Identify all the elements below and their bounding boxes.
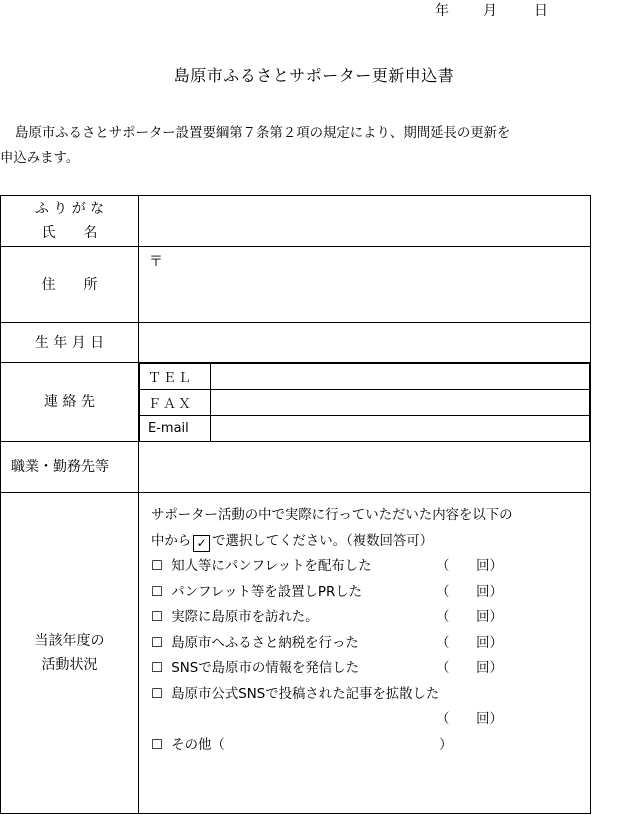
email-label: E-mail (140, 416, 211, 442)
contact-cell (139, 363, 591, 442)
check-mark-icon: ✓ (193, 535, 210, 552)
activity-item (151, 605, 590, 631)
occupation-field[interactable] (139, 442, 591, 493)
checkbox-icon[interactable]: ☐ (151, 635, 164, 651)
activity-item (151, 631, 590, 657)
application-form (0, 195, 591, 814)
address-label: 住 所 (1, 247, 139, 323)
activity-item-label: SNSで島原市の情報を発信した (171, 661, 359, 676)
activity-count: （ 回） (436, 584, 503, 600)
checkbox-icon[interactable]: ☐ (151, 686, 164, 702)
furigana-label: ふ り が な (34, 201, 105, 217)
checkbox-icon[interactable]: ☐ (151, 584, 164, 600)
activity-item (151, 682, 590, 708)
intro-line-2: 申込みます。 (0, 151, 80, 166)
birthdate-label: 生 年 月 日 (1, 323, 139, 363)
day-label: 日 (534, 3, 548, 19)
intro-paragraph (0, 121, 628, 171)
activity-intro-2-a: 中から (151, 533, 192, 549)
month-label: 月 (483, 3, 497, 19)
activity-item-label: パンフレット等を設置しPRした (171, 584, 363, 600)
year-label: 年 (435, 3, 449, 19)
name-field[interactable] (139, 196, 591, 247)
activity-item (151, 554, 590, 580)
fax-field[interactable] (211, 390, 590, 416)
activity-label-line-2: 活動状況 (41, 657, 98, 673)
page-title: 島原市ふるさとサポーター更新申込書 (173, 66, 455, 85)
fax-label: ＦＡＸ (140, 390, 211, 416)
checkbox-icon[interactable]: ☐ (151, 559, 164, 574)
other-label: その他（ ） (171, 737, 453, 753)
activity-label-line-1: 当該年度の (34, 633, 105, 649)
name-label-cell (1, 196, 139, 247)
occupation-label: 職業・勤務先等 (1, 442, 139, 493)
activity-item-other (151, 733, 590, 759)
name-label: 氏 名 (41, 225, 98, 241)
intro-line-1: 島原市ふるさとサポーター設置要綱第７条第２項の規定により、期間延長の更新を (15, 126, 511, 141)
activity-item (151, 656, 590, 682)
activity-intro-2 (151, 529, 590, 555)
birthdate-field[interactable] (139, 323, 591, 363)
checkbox-icon[interactable]: ☐ (151, 661, 164, 676)
activity-item-count-row (151, 707, 590, 733)
activity-label (1, 493, 139, 814)
activity-cell (139, 493, 591, 814)
activity-item-label: 知人等にパンフレットを配布した (171, 559, 372, 574)
contact-subtable (139, 363, 590, 441)
activity-item-label: 島原市公式SNSで投稿された記事を拡散した (171, 686, 440, 702)
tel-field[interactable] (211, 364, 590, 390)
activity-count: （ 回） (436, 559, 503, 574)
activity-count: （ 回） (436, 610, 503, 625)
contact-label: 連 絡 先 (1, 363, 139, 442)
activity-item (151, 580, 590, 606)
activity-count: （ 回） (436, 661, 503, 676)
email-field[interactable] (211, 416, 590, 442)
activity-count: （ 回） (436, 712, 503, 727)
activity-count: （ 回） (436, 635, 503, 651)
activity-item-label: 島原市へふるさと納税を行った (171, 635, 359, 651)
activity-intro-1: サポーター活動の中で実際に行っていただいた内容を以下の (151, 508, 513, 523)
activity-intro-2-b: で選択してください。（複数回答可） (212, 533, 434, 549)
tel-label: ＴＥＬ (140, 364, 211, 390)
postal-mark: 〒 (149, 254, 163, 270)
activity-item-label: 実際に島原市を訪れた。 (171, 610, 319, 625)
address-field[interactable] (139, 247, 591, 323)
checkbox-icon[interactable]: ☐ (151, 610, 164, 625)
checkbox-icon[interactable]: ☐ (151, 737, 164, 753)
